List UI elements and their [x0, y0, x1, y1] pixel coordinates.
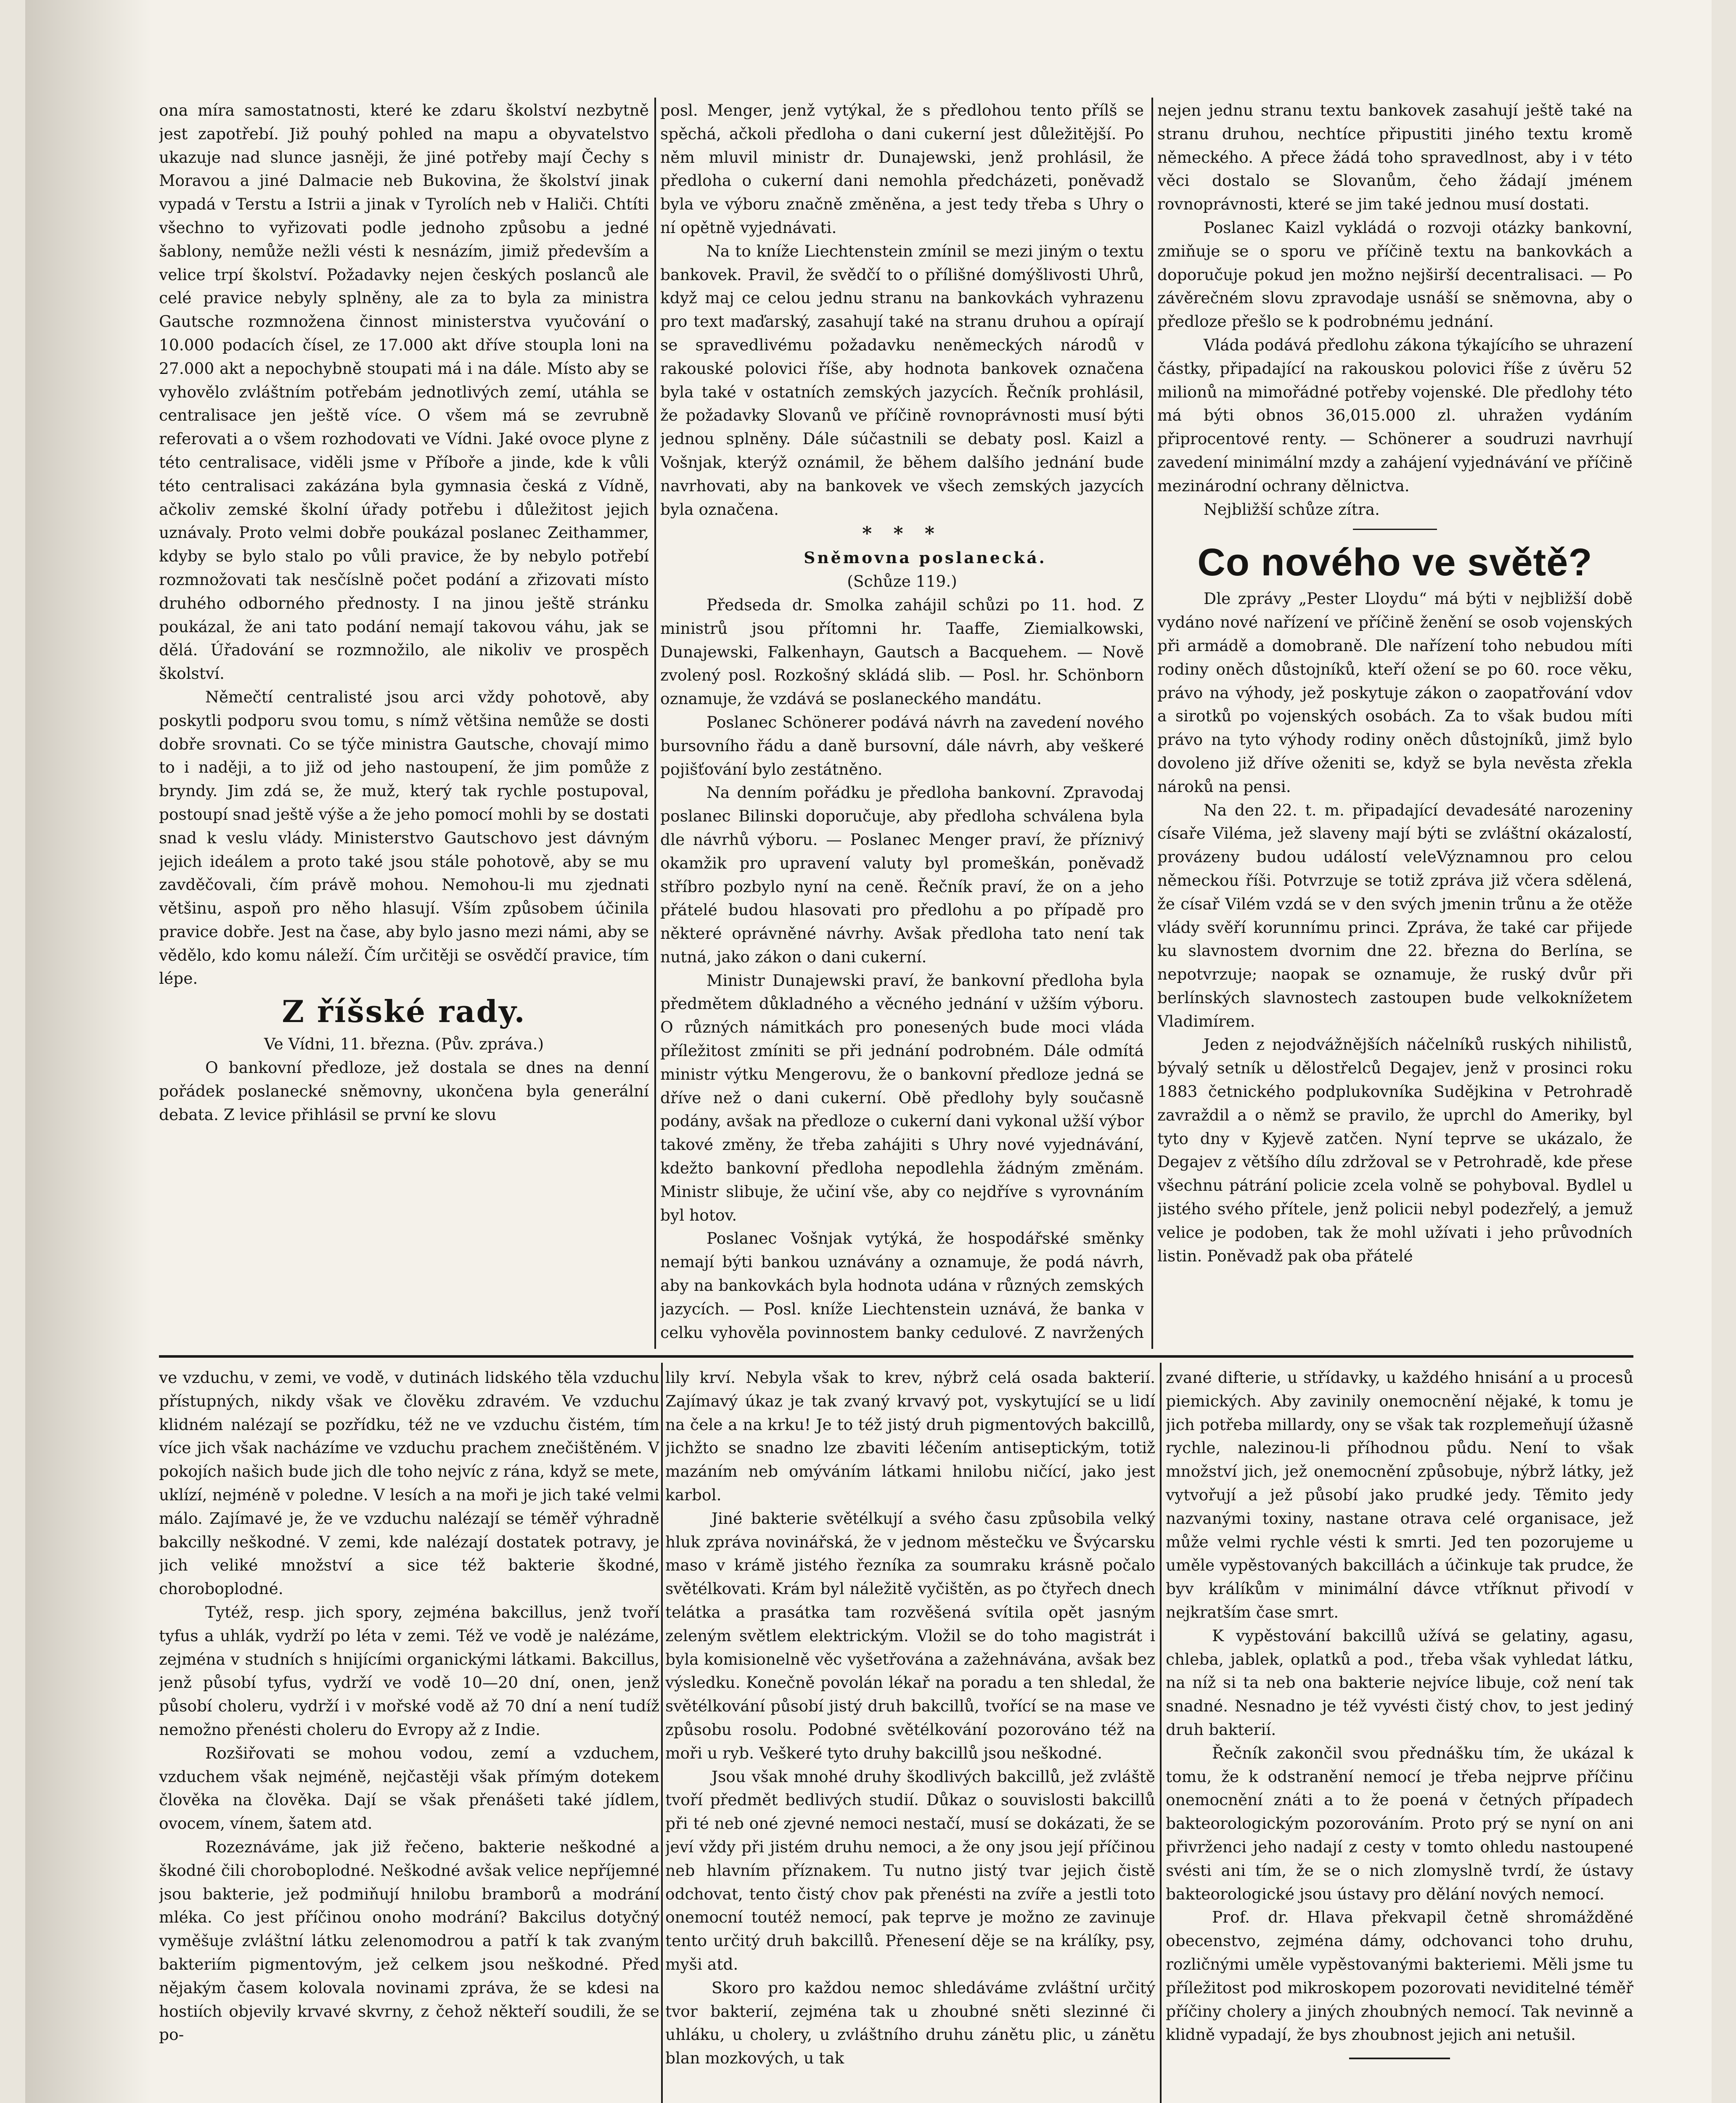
- article-paragraph: ve vzduchu, v zemi, ve vodě, v dutinách lidského těla vzduchu přístupných, nikdy však ve člověku zdravém. Ve vzduchu klidném nalézají se pozřídku, též ne ve vzduchu čistém, tím více jich však nacházíme ve vzduchu prachem znečištěném. V pokojích našich bude jich dle toho nejvíc z rána, když se mete, uklízí, nejméně v poledne. V lesích a na moři je jich také velmi málo. Zajímavé je, že ve vzduchu nalézají se téměř výhradně bakcilly neškodné. V zemi, kde nalézají dostatek potravy, je jich veliké množství a sice též bakterie škodné, choroboplodné.: [159, 1368, 659, 1598]
- column-rule-2: [1151, 98, 1153, 1349]
- article-paragraph: Vláda podává předlohu zákona týkajícího se uhrazení částky, připadající na rakouskou polovici říše z úvěru 52 milionů na mimořádné potřeby vojenské. Dle předlohy této má býti obnos 36,015.000 zl. uhražen vydáním připrocentové renty. — Schönerer a soudruzi navrhují zavedení minimální mzdy a zahájení vyjednávání ve příčině mezinárodní ochrany dělnictva.: [1157, 335, 1633, 495]
- section-rule: [159, 1355, 1633, 1358]
- article-paragraph: Němečtí centralisté jsou arci vždy pohotově, aby poskytli podporu svou tomu, s nímž většina nemůže se dosti dobře srovnati. Co se týče ministra Gautsche, chovají mimo to i naději, a to již od jeho nastoupení, že jim pomůže z bryndy. Jim zdá se, že muž, který tak rychle postupoval, postoupí snad ještě výše a že jeho pomocí mohli by se dostati snad k veslu vlády. Ministerstvo Gautschovo jest dávným jejich ideálem a proto také jsou stále pohotově, aby se mu zavděčovali, čím právě mohou. Nemohou-li mu zjednati většinu, aspoň pro něho hlasují. Vším způsobem účinila pravice dobře. Jest na čase, aby bylo jasno mezi námi, aby se vědělo, kdo komu náleží. Čím určitěji se osvědčí pravice, tím lépe.: [159, 687, 649, 988]
- column-5: [665, 1366, 1155, 2103]
- article-paragraph: Jeden z nejodvážnějších náčelníků ruských nihilistů, bývalý setník u dělostřelců Degajev, jenž v prosinci roku 1883 četnického podplukovníka Sudějkina v Petrohradě zavraždil a o němž se pravilo, že uprchl do Ameriky, byl tyto dny v Kyjevě zatčen. Nyní teprve se ukázalo, že Degajev z většího dílu zdržoval se v Petrohradě, kde přese všechnu pátrání policie zcela volně se pohyboval. Bydlel u jistého svého přítele, jenž policii nebyl podezřelý, a jemuž velice je podoben, tak že mohl užívati i jeho průvodních listin. Poněvadž pak oba přátelé: [1157, 1035, 1633, 1265]
- article-paragraph: Dle zprávy „Pester Lloydu“ má býti v nejbližší době vydáno nové nařízení ve příčině ženění se osob vojenských při armádě a domobraně. Dle nařízení toho nebudou míti rodiny oněch důstojníků, kteří ožení se po 60. roce věku, právo na výhody, jež poskytuje zákon o zaopatřování vdov a sirotků po vojenských osobách. Za to však budou míti právo na tyto výhody rodiny oněch důstojníků, jimž bylo dovoleno již dříve oženiti se, když se byla nevěsta zřekla nároků na pensi.: [1157, 589, 1633, 796]
- article-paragraph: Poslanec Vošnjak vytýká, že hospodářské směnky nemají býti bankou uznávány a oznamuje, že podá návrh, aby na bankovkách byla hodnota udána v různých zemských jazycích. — Posl. kníže Liechtenstein uznává, že banka v celku vyhověla povinnostem banky cedulové. Z navržených: [660, 1229, 1144, 1342]
- column-rule-1: [654, 98, 656, 1349]
- article-paragraph: Rozšiřovati se mohou vodou, zemí a vzduchem, vzduchem však nejméně, nejčastěji však přímým dotekem člověka na člověka. Dají se však přenášeti také jídlem, ovocem, vínem, šatem atd.: [159, 1743, 659, 1833]
- article-paragraph: Jiné bakterie světélkují a svého času způsobila velký hluk zpráva novinářská, že v jednom městečku ve Švýcarsku maso v krámě jistého řezníka za soumraku krásně počalo světélkovati. Krám byl náležitě vyčištěn, as po čtyřech dnech telátka a prasátka tam rozvěšená svítila opět jasným zeleným světlem elektrickým. Vložil se do toho magistrát i byla komisionelně věc vyšetřována a zažehnávána, avšak bez výsledku. Konečně povolán lékař na poradu a ten shledal, že světélkování působí jistý druh bakcillů, tvořící se na mase ve způsobu rosolu. Podobné světélkování pozorováno též na moři u ryb. Veškeré tyto druhy bakcillů jsou neškodné.: [665, 1509, 1155, 1762]
- article-paragraph: Jsou však mnohé druhy škodlivých bakcillů, jež zvláště tvoří předmět bedlivých studií. Důkaz o souvislosti bakcillů při té neb oné zjevné nemoci nestačí, musí se dokázati, že se jeví vždy při jistém druhu nemoci, a že ony jsou její příčinou neb hlavním příznakem. Tu nutno jistý tvar jejich čistě odchovat, tento čistý chov pak přenésti na zvíře a jestli toto onemocní toutéž nemocí, pak teprve je možno ze zavinuje tento určitý druh bakcillů. Přenesení děje se na králíky, psy, myši atd.: [665, 1767, 1155, 1973]
- session-title: Sněmovna poslanecká.: [804, 548, 1047, 567]
- column-3: [1157, 99, 1633, 1346]
- article-paragraph: posl. Menger, jenž vytýkal, že s předlohou tento přílš se spěchá, ačkoli předloha o dani cukerní jest důležitější. Po něm mluvil ministr dr. Dunajewski, jenž prohlásil, že předloha o cukerní dani nemohla předcházeti, poněvadž byla ve výboru značně změněna, a jest tedy třeba s Uhry o ní opětně vyjednávati.: [660, 101, 1144, 237]
- article-paragraph: Na den 22. t. m. připadající devadesáté narozeniny císaře Viléma, jež slaveny mají býti se zvláštní okázalostí, provázeny budou událostí veleVýznamnou pro celou německou říši. Potvrzuje se totiž zpráva již včera sdělená, že císař Vilém vzdá se v den svých jmenin trůnu a že otěže vlády svěří korunnímu princi. Zpráva, že také car přijede ku slavnostem dvornim dne 22. března do Berlína, se nepotvrzuje; naopak se oznamuje, že ruský dvůr při berlínských slavnostech zastoupen bude velkoknížetem Vladimírem.: [1157, 800, 1633, 1030]
- article-paragraph: Na to kníže Liechtenstein zmínil se mezi jiným o textu bankovek. Pravil, že svědčí to o přílišné domýšlivosti Uhrů, když maj ce celou jednu stranu na bankovkách vyhrazenu pro text maďarský, zasahují také na stranu druhou a opírají se spravedlivému požadavku neněmeckých národů v rakouské polovici říše, aby hodnota bankovek označena byla také v ostatních zemských jazycích. Řečník prohlásil, že požadavky Slovanů ve příčině rovnoprávnosti musí býti jednou splněny. Dále súčastnili se debaty posl. Kaizl a Vošnjak, kterýž oznámil, že během dalšího jednání bude navrhovati, aby na bankovek ve všech zemských jazycích byla označena.: [660, 241, 1144, 519]
- article-paragraph: Rozeznáváme, jak již řečeno, bakterie neškodné a škodné čili choroboplodné. Neškodné avšak velice nepříjemné jsou bakterie, jež podmiňují hnilobu bramborů a modrání mléka. Co jest příčinou onoho modrání? Bakcilus dotyčný vyměšuje zvláštní látku zelenomodrou a patří k tak zvaným bakteriím pigmentovým, jež celkem jsou neškodné. Před nějakým časem kolovala novinami zpráva, že se kdesi na hostiích objevily krvavé skvrny, z čehož někteří soudili, že se po-: [159, 1837, 659, 2044]
- article-paragraph: Na denním pořádku je předloha bankovní. Zpravodaj poslanec Bilinski doporučuje, aby předloha schválena byla dle návrhů výboru. — Poslanec Menger praví, že příznivý okamžik pro upravení valuty byl promeškán, poněvadž stříbro pozbylo nyní na ceně. Řečník praví, že on a jeho přátelé budou hlasovati pro předlohu a po případě pro některé oprávněné návrhy. Avšak předloha tato není tak nutná, jako zákon o dani cukerní.: [660, 783, 1144, 966]
- short-divider: [1353, 529, 1437, 530]
- session-number: (Schůze 119.): [847, 572, 957, 591]
- article-paragraph: Ministr Dunajewski praví, že bankovní předloha byla předmětem důkladného a věcného jednání v užším výboru. O různých námitkách pro ponesených bude moci vláda příležitost zmíniti se při jednání podrobném. Dále odmítá ministr výtku Mengerovu, že o bankovní předloze jedná se dříve než o dani cukerní. Obě předlohy byly současně podány, avšak na předloze o cukerní dani vykonal užší výbor takové změny, že třeba zahájiti s Uhry nové vyjednávání, kdežto bankovní předloha nepodlehla žádným změnám. Ministr slibuje, že učiní vše, aby co nejdříve s vyrovnáním byl hotov.: [660, 971, 1144, 1224]
- article-paragraph: Předseda dr. Smolka zahájil schůzi po 11. hod. Z ministrů jsou přítomni hr. Taaffe, Ziemialkowski, Dunajewski, Falkenhayn, Gautsch a Bacquehem. — Nově zvolený posl. Rozkošný skládá slib. — Posl. hr. Schönborn oznamuje, že vzdává se poslaneckého mandátu.: [660, 595, 1144, 708]
- section-heading-noveho: Co nového ve světě?: [1197, 541, 1593, 584]
- article-paragraph: Řečník zakončil svou přednášku tím, že ukázal k tomu, že k odstranění nemocí je třeba nejprve příčinu onemocnění znáti a to že poená v četných případech bakteorologickým pozorováním. Proto prý se nyní on ani přivrženci jeho nadají z cesty v tomto ohledu nastoupené svésti ani tím, že se o nich zlomyslně tvrdí, že ústavy bakteorologické jsou ústavy pro dělání nových nemocí.: [1166, 1743, 1633, 1903]
- column-4: [159, 1366, 659, 2103]
- section-stars: * * *: [862, 523, 942, 545]
- article-paragraph: nejen jednu stranu textu bankovek zasahují ještě také na stranu druhou, nechtíce připustiti jiného textu kromě německého. A přece žádá toho spravedlnost, aby i v této věci dostalo se Slovanům, čeho žádají jménem rovnoprávnosti, které se jim také jednou musí dostati.: [1157, 101, 1633, 214]
- page-edge-shadow: [25, 0, 151, 2103]
- column-6: [1166, 1366, 1633, 2103]
- article-paragraph: Prof. dr. Hlava překvapil četně shromážděné obecenstvo, zejména dámy, odchovanci toho druhu, rozličnými uměle vypěstovanými bakteriemi. Měli jsme tu příležitost pod mikroskopem pozorovati neviditelné téměř příčiny cholery a jiných zhoubných nemocí. Tak nevinně a klidně vypadají, že bys zhoubnost jejich ani netušil.: [1166, 1908, 1633, 2044]
- article-paragraph: lily krví. Nebyla však to krev, nýbrž celá osada bakterií. Zajímavý úkaz je tak zvaný krvavý pot, vyskytující se u lidí na čele a na krku! Je to též jistý druh pigmentových bakcillů, jichžto se snadno lze zbaviti léčením antiseptickým, totiž mazáním neb omýváním látkami hnilobu ničící, jako jest karbol.: [665, 1368, 1155, 1504]
- article-paragraph: ona míra samostatnosti, které ke zdaru školství nezbytně jest zapotřebí. Již pouhý pohled na mapu a obyvatelstvo ukazuje nad slunce jasněji, že jiné potřeby mají Čechy s Moravou a jiné Dalmacie neb Bukovina, že školství jinak vypadá v Terstu a Istrii a jinak v Tyrolích neb v Haliči. Chtíti všechno to vyřizovati podle jednoho způsobu a jedné šablony, nemůže nežli vésti k nesnázím, jimiž především a velice trpí školství. Požadavky nejen českých poslanců ale celé pravice nebyly splněny, ale za to byla za ministra Gautsche rozmnožena činnost ministerstva vyučování o 10.000 podacích čísel, ze 17.000 akt dříve stoupla loni na 27.000 akt a nepochybně stoupati má i na dále. Místo aby se vyhovělo zvláštním potřebám jednotlivých zemí, utáhla se centralisace jen ještě více. O všem má se zevrubně referovati a o všem rozhodovati ve Vídni. Jaké ovoce plyne z této centralisace, viděli jsme v Příboře a jinde, kde k vůli této centralisaci zakázána byla gymnasia česká z Vídně, ačkoliv zemské školní úřady potřebu i důležitost jejich uznávaly. Proto velmi dobře poukázal poslanec Zeithammer, kdyby se bylo stalo po vůli pravice, že by nebylo potřebí rozmnožovati tak nesčíslně počet podání a zřizovati místo druhého odborného přednosty. I na jinou ještě stránku poukázal, že ani tato podání nemají takovou váhu, jak se dělá. Úřadování se rozmnožilo, ale nikoliv ve prospěch školství.: [159, 101, 649, 683]
- article-paragraph: O bankovní předloze, jež dostala se dnes na denní pořádek poslanecké sněmovny, ukončena byla generální debata. Z levice přihlásil se první ke slovu: [159, 1058, 649, 1124]
- article-paragraph: K vypěstování bakcillů užívá se gelatiny, agasu, chleba, jablek, oplatků a pod., třeba však vyhledat látku, na níž si ta neb ona bakterie nejvíce libuje, což není tak snadné. Nesnadno je též vyvésti čistý chov, to jest jediný druh bakterií.: [1166, 1626, 1633, 1739]
- article-paragraph: Skoro pro každou nemoc shledáváme zvláštní určitý tvor bakterií, zejména tak u zhoubné sněti slezinné či uhláku, u cholery, u zvláštního druhu zánětu plic, u zánětu blan mozkových, u tak: [665, 1978, 1155, 2068]
- article-paragraph: Poslanec Kaizl vykládá o rozvoji otázky bankovní, zmiňuje se o sporu ve příčině textu na bankovkách a doporučuje pokud jen možno nejširší decentralisaci. — Po závěrečném slovu zpravodaje usnáší se sněmovna, aby o předloze přešlo se k podrobnému jednání.: [1157, 218, 1633, 331]
- article-paragraph: Nejbližší schůze zítra.: [1204, 500, 1380, 519]
- dateline: Ve Vídni, 11. března. (Pův. zpráva.): [264, 1035, 544, 1054]
- column-rule-4: [1160, 1363, 1162, 2103]
- article-paragraph: zvané difterie, u střídavky, u každého hnisání a u procesů piemických. Aby zavinily onemocnění nějaké, k tomu je jich potřeba millardy, ony se však tak rozplemeňují úžasně rychle, nalezinou-li příhodnou půdu. Není to však množství jich, jež onemocnění způsobuje, nýbrž látky, jež vytvořují a jež působí jako prudké jedy. Těmito jedy nazvanými toxiny, nastane otrava celé organisace, jež může velmi rychle vésti k smrti. Jed ten pozorujeme u uměle vypěstovaných bakcillách a účinkuje tak prudce, že byv králíkům v minimální dávce vtříknut přivodí v nejkratším čase smrt.: [1166, 1368, 1633, 1621]
- column-1: [159, 99, 649, 1346]
- article-end-rule: [1349, 2058, 1450, 2059]
- article-paragraph: Tytéž, resp. jich spory, zejména bakcillus, jenž tvoří tyfus a uhlák, vydrží po léta v zemi. Též ve vodě je nalézáme, zejména v studních s hnijícími organickými látkami. Bakcillus, jenž působí tyfus, vydrží ve vodě 10—20 dní, onen, jenž působí choleru, vydrží i v mořské vodě až 70 dní a není tudíž nemožno přenésti choleru do Evropy až z Indie.: [159, 1602, 659, 1739]
- column-rule-3: [661, 1363, 663, 2103]
- section-heading-rady: Z říšské rady.: [282, 993, 526, 1030]
- article-paragraph: Poslanec Schönerer podává návrh na zavedení nového bursovního řádu a daně bursovní, dále návrh, aby veškeré pojišťování bylo zestátněno.: [660, 712, 1144, 779]
- column-2: [660, 99, 1144, 1346]
